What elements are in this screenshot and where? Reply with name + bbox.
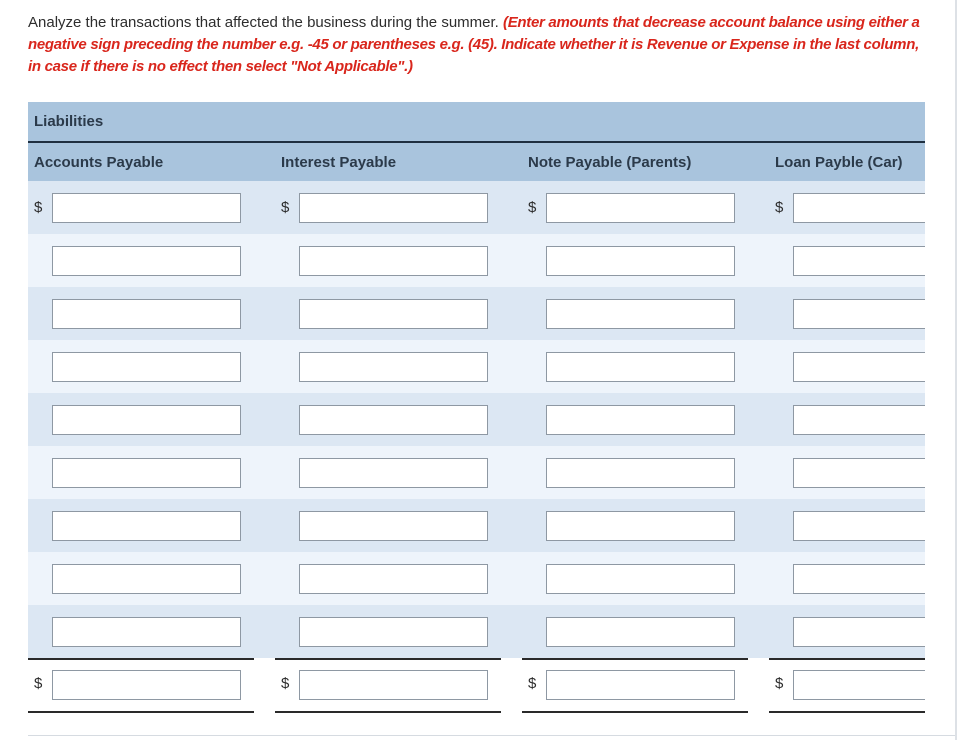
table-cell-note-payable-parents xyxy=(522,605,769,658)
amount-input-loan-payble-car[interactable] xyxy=(793,352,925,382)
group-header-label: Liabilities xyxy=(34,113,104,130)
amount-input-loan-payble-car[interactable] xyxy=(793,193,925,223)
currency-symbol: $ xyxy=(34,675,43,692)
currency-symbol: $ xyxy=(528,675,537,692)
amount-input-accounts-payable[interactable] xyxy=(52,617,241,647)
amount-input-interest-payable[interactable] xyxy=(299,511,488,541)
amount-input-interest-payable[interactable] xyxy=(299,299,488,329)
amount-input-interest-payable[interactable] xyxy=(299,405,488,435)
total-bottom-rule xyxy=(769,711,925,713)
table-row xyxy=(28,552,925,605)
table-cell-accounts-payable xyxy=(28,393,275,446)
totals-row xyxy=(28,658,925,714)
table-cell-loan-payble-car xyxy=(769,446,925,499)
table-cell-loan-payble-car xyxy=(769,181,925,234)
currency-symbol: $ xyxy=(775,675,784,692)
table-cell-loan-payble-car xyxy=(769,605,925,658)
amount-input-accounts-payable[interactable] xyxy=(52,458,241,488)
amount-input-note-payable-parents[interactable] xyxy=(546,458,735,488)
total-cell-loan-payble-car xyxy=(769,658,925,714)
total-bottom-rule xyxy=(28,711,254,713)
amount-input-accounts-payable[interactable] xyxy=(52,511,241,541)
amount-input-loan-payble-car[interactable] xyxy=(793,405,925,435)
column-header-row xyxy=(28,143,925,181)
table-cell-loan-payble-car xyxy=(769,499,925,552)
amount-input-note-payable-parents[interactable] xyxy=(546,564,735,594)
table-cell-loan-payble-car xyxy=(769,340,925,393)
amount-input-interest-payable[interactable] xyxy=(299,246,488,276)
table-cell-loan-payble-car xyxy=(769,287,925,340)
table-cell-interest-payable xyxy=(275,393,522,446)
currency-symbol: $ xyxy=(281,199,290,216)
table-cell-interest-payable xyxy=(275,499,522,552)
table-cell-loan-payble-car xyxy=(769,393,925,446)
amount-input-note-payable-parents[interactable] xyxy=(546,405,735,435)
amount-input-note-payable-parents[interactable] xyxy=(546,617,735,647)
instructions xyxy=(28,12,928,78)
amount-input-note-payable-parents[interactable] xyxy=(546,299,735,329)
table-cell-note-payable-parents xyxy=(522,499,769,552)
table-cell-accounts-payable xyxy=(28,181,275,234)
amount-input-interest-payable[interactable] xyxy=(299,352,488,382)
amount-input-loan-payble-car[interactable] xyxy=(793,458,925,488)
table-cell-interest-payable xyxy=(275,552,522,605)
table-cell-note-payable-parents xyxy=(522,393,769,446)
amount-input-loan-payble-car[interactable] xyxy=(793,511,925,541)
footer-divider xyxy=(28,735,955,736)
column-header-note-payable-parents: Note Payable (Parents) xyxy=(528,153,692,171)
table-row xyxy=(28,181,925,234)
table-row xyxy=(28,234,925,287)
currency-symbol: $ xyxy=(528,199,537,216)
amount-input-accounts-payable[interactable] xyxy=(52,405,241,435)
group-header-liabilities xyxy=(28,102,925,143)
table-cell-accounts-payable xyxy=(28,287,275,340)
table-cell-interest-payable xyxy=(275,446,522,499)
table-row xyxy=(28,393,925,446)
amount-input-interest-payable[interactable] xyxy=(299,564,488,594)
amount-input-loan-payble-car[interactable] xyxy=(793,564,925,594)
amount-input-note-payable-parents[interactable] xyxy=(546,246,735,276)
amount-input-loan-payble-car[interactable] xyxy=(793,617,925,647)
amount-input-accounts-payable[interactable] xyxy=(52,193,241,223)
table-cell-note-payable-parents xyxy=(522,287,769,340)
table-cell-accounts-payable xyxy=(28,552,275,605)
currency-symbol: $ xyxy=(775,199,784,216)
column-header-loan-payble-car: Loan Payble (Car) xyxy=(775,153,903,171)
table-cell-accounts-payable xyxy=(28,446,275,499)
instructions-text: Analyze the transactions that affected the business during the summer. xyxy=(28,14,503,31)
table-row xyxy=(28,340,925,393)
total-input-accounts-payable[interactable] xyxy=(52,670,241,700)
amount-input-interest-payable[interactable] xyxy=(299,193,488,223)
table-body xyxy=(28,181,925,658)
table-cell-interest-payable xyxy=(275,287,522,340)
instructions-hint: (Enter amounts that decrease account balance using either a negative sign preceding the number e.g. -45 or parentheses e.g. (45). Indicate whether it is Revenue or Expense in the last column, in case if there is no effect then select "Not Applicable".) xyxy=(28,14,920,75)
table-cell-accounts-payable xyxy=(28,234,275,287)
table-row xyxy=(28,446,925,499)
total-input-loan-payble-car[interactable] xyxy=(793,670,925,700)
table-cell-interest-payable xyxy=(275,181,522,234)
amount-input-note-payable-parents[interactable] xyxy=(546,511,735,541)
total-input-note-payable-parents[interactable] xyxy=(546,670,735,700)
column-header-accounts-payable: Accounts Payable xyxy=(34,153,164,171)
table-cell-accounts-payable xyxy=(28,499,275,552)
total-top-rule xyxy=(28,658,254,660)
table-cell-accounts-payable xyxy=(28,340,275,393)
amount-input-accounts-payable[interactable] xyxy=(52,564,241,594)
total-top-rule xyxy=(522,658,748,660)
amount-input-note-payable-parents[interactable] xyxy=(546,193,735,223)
page-right-border xyxy=(955,0,957,740)
table-cell-accounts-payable xyxy=(28,605,275,658)
amount-input-interest-payable[interactable] xyxy=(299,617,488,647)
table-row xyxy=(28,605,925,658)
total-input-interest-payable[interactable] xyxy=(299,670,488,700)
table-cell-loan-payble-car xyxy=(769,552,925,605)
total-bottom-rule xyxy=(275,711,501,713)
currency-symbol: $ xyxy=(34,199,43,216)
amount-input-loan-payble-car[interactable] xyxy=(793,246,925,276)
table-cell-note-payable-parents xyxy=(522,234,769,287)
amount-input-accounts-payable[interactable] xyxy=(52,299,241,329)
amount-input-accounts-payable[interactable] xyxy=(52,352,241,382)
total-cell-accounts-payable xyxy=(28,658,275,714)
total-top-rule xyxy=(769,658,925,660)
currency-symbol: $ xyxy=(281,675,290,692)
total-top-rule xyxy=(275,658,501,660)
amount-input-loan-payble-car[interactable] xyxy=(793,299,925,329)
column-header-interest-payable: Interest Payable xyxy=(281,153,397,171)
total-bottom-rule xyxy=(522,711,748,713)
table-cell-note-payable-parents xyxy=(522,181,769,234)
amount-input-interest-payable[interactable] xyxy=(299,458,488,488)
table-cell-interest-payable xyxy=(275,605,522,658)
table-cell-note-payable-parents xyxy=(522,446,769,499)
liabilities-table xyxy=(28,102,925,722)
total-cell-interest-payable xyxy=(275,658,522,714)
table-row xyxy=(28,499,925,552)
table-row xyxy=(28,287,925,340)
table-cell-interest-payable xyxy=(275,340,522,393)
table-cell-loan-payble-car xyxy=(769,234,925,287)
total-cell-note-payable-parents xyxy=(522,658,769,714)
amount-input-note-payable-parents[interactable] xyxy=(546,352,735,382)
table-cell-interest-payable xyxy=(275,234,522,287)
table-cell-note-payable-parents xyxy=(522,552,769,605)
table-cell-note-payable-parents xyxy=(522,340,769,393)
amount-input-accounts-payable[interactable] xyxy=(52,246,241,276)
